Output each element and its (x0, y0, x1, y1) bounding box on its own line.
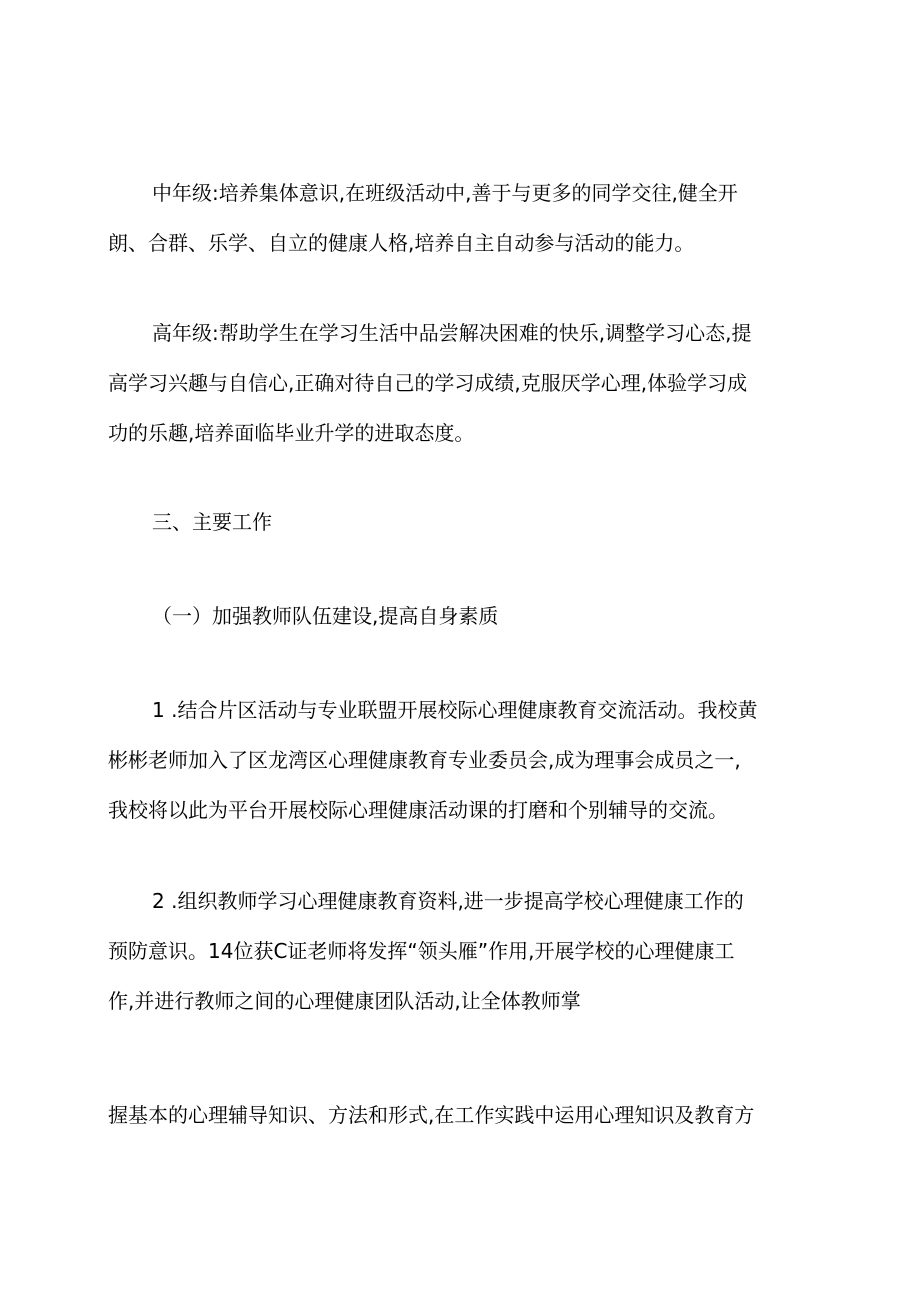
list-item-1 (108, 685, 818, 835)
section-heading-text: 三、主要工作 (152, 510, 272, 534)
text-line: 彬彬老师加入了区龙湾区心理健康教育专业委员会,成为理事会成员之一, (108, 748, 741, 772)
list-item-2 (108, 876, 818, 1026)
text-line: 高学习兴趣与自信心,正确对待自己的学习成绩,克服厌学心理,体验学习成 (108, 371, 748, 395)
text-line: 高年级:帮助学生在学习生活中品尝解决困难的快乐,调整学习心态,提 (152, 321, 752, 345)
text-line: 中年级:培养集体意识,在班级活动中,善于与更多的同学交往,健全开 (152, 181, 738, 205)
text-line: 我校将以此为平台开展校际心理健康活动课的打磨和个别辅导的交流。 (108, 798, 728, 822)
text-line: 握基本的心理辅导知识、方法和形式,在工作实践中运用心理知识及教育方 (108, 1103, 755, 1127)
subsection-heading-text: （一）加强教师队伍建设,提高自身素质 (152, 604, 499, 628)
text-line: 功的乐趣,培养面临毕业升学的进取态度。 (108, 421, 475, 445)
paragraph-high-grade (108, 308, 818, 458)
text-line: 2 .组织教师学习心理健康教育资料,进一步提高学校心理健康工作的 (152, 889, 744, 913)
text-line: 朗、合群、乐学、自立的健康人格,培养自主自动参与活动的能力。 (108, 231, 695, 255)
paragraph-mid-grade (108, 168, 818, 268)
text-line: 1 .结合片区活动与专业联盟开展校际心理健康教育交流活动。我校黄 (152, 698, 758, 722)
text-line: 预防意识。14位获C证老师将发挥“领头雁”作用,开展学校的心理健康工 (108, 939, 735, 963)
section-heading (108, 497, 818, 547)
text-line: 作,并进行教师之间的心理健康团队活动,让全体教师掌 (108, 989, 581, 1013)
list-item-2-continued (108, 1090, 818, 1140)
subsection-heading (108, 591, 818, 641)
